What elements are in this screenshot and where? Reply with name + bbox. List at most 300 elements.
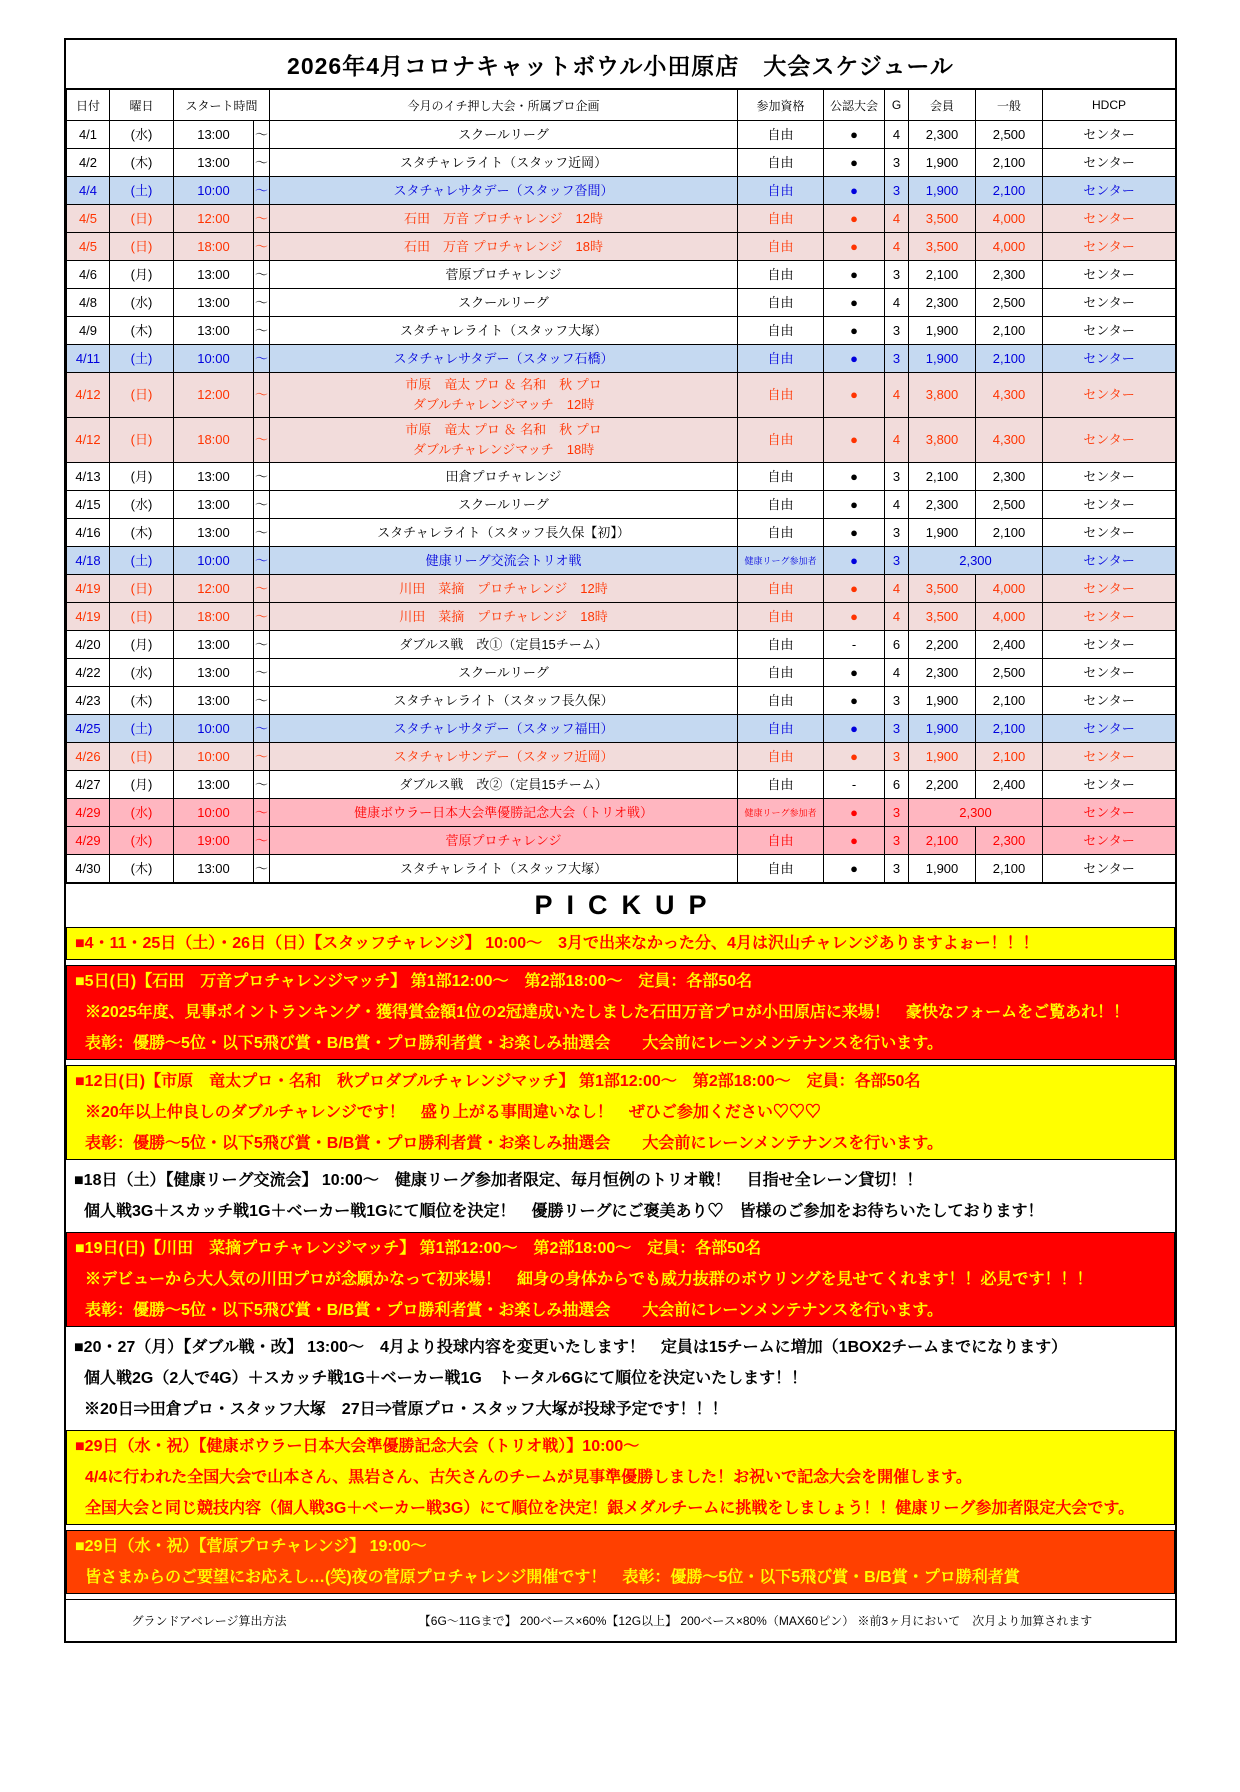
footer-label: グランドアベレージ算出方法: [131, 1614, 287, 1628]
event-name-cell: [270, 261, 738, 289]
day-of-week-cell: (木): [110, 149, 174, 177]
event-line-1: ダブルス戦 改②（定員15チーム）: [399, 776, 608, 792]
event-line-1: 市原 竜太 プロ ＆ 名和 秋 プロ: [405, 422, 602, 437]
pickup-line: ※デビューから大人気の川田プロが念願かなって初来場！ 細身の身体からでも威力抜群のボウリングを見せてくれます！！必見です！！！: [85, 1271, 1093, 1288]
date-cell: 4/29: [67, 827, 110, 855]
event-name-cell: [270, 687, 738, 715]
qualification-cell: 自由: [738, 715, 824, 743]
member-fee-cell: 3,500: [909, 575, 976, 603]
date-cell: 4/18: [67, 547, 110, 575]
qualification-cell: 自由: [738, 491, 824, 519]
general-fee-cell: 2,100: [976, 345, 1043, 373]
official-mark-cell: ●: [824, 575, 885, 603]
schedule-row: [67, 233, 1176, 261]
event-name-cell: [270, 715, 738, 743]
general-fee-cell: 4,000: [976, 603, 1043, 631]
tilde-cell: ～: [254, 519, 270, 547]
games-cell: 3: [885, 345, 909, 373]
page-title: 2026年4月コロナキャットボウル小田原店 大会スケジュール: [66, 40, 1175, 89]
qualification-cell: 自由: [738, 463, 824, 491]
header-row: [67, 90, 1176, 121]
day-of-week-cell: (日): [110, 233, 174, 261]
event-line-1: スクールリーグ: [458, 126, 549, 142]
event-line-1: スクールリーグ: [458, 496, 549, 512]
member-fee-cell: 1,900: [909, 345, 976, 373]
qualification-cell: 自由: [738, 177, 824, 205]
qualification-cell: 自由: [738, 771, 824, 799]
schedule-body: [67, 121, 1176, 883]
date-cell: 4/27: [67, 771, 110, 799]
hdcp-cell: センター: [1043, 463, 1176, 491]
official-mark-cell: ●: [824, 743, 885, 771]
member-fee-cell: 1,900: [909, 855, 976, 883]
schedule-row: [67, 177, 1176, 205]
games-cell: 3: [885, 261, 909, 289]
start-time-cell: 13:00: [174, 491, 254, 519]
games-cell: 3: [885, 149, 909, 177]
games-cell: 4: [885, 491, 909, 519]
event-line-2: ダブルチャレンジマッチ 18時: [412, 442, 595, 457]
pickup-section: [66, 1430, 1175, 1525]
date-cell: 4/12: [67, 373, 110, 418]
event-line-1: スタチャレライト（スタッフ近岡）: [399, 154, 608, 170]
general-fee-cell: 2,300: [976, 827, 1043, 855]
pickup-line: ■5日(日)【石田 万音プロチャレンジマッチ】 第1部12:00～ 第2部18:00～ 定員：各部50名: [75, 973, 753, 990]
pickup-line: 表彰：優勝～5位・以下5飛び賞・B/B賞・プロ勝利者賞・お楽しみ抽選会 大会前にレーンメンテナンスを行います。: [85, 1302, 943, 1319]
event-line-1: スクールリーグ: [458, 664, 549, 680]
event-line-1: スタチャレサタデー（スタッフ福田）: [393, 720, 614, 736]
date-cell: 4/1: [67, 121, 110, 149]
start-time-cell: 18:00: [174, 233, 254, 261]
member-fee-cell: 2,300: [909, 121, 976, 149]
general-fee-cell: 2,100: [976, 149, 1043, 177]
start-time-cell: 18:00: [174, 603, 254, 631]
hdcp-cell: センター: [1043, 855, 1176, 883]
general-fee-cell: 2,500: [976, 121, 1043, 149]
event-name-cell: [270, 631, 738, 659]
col-header-qualification: 参加資格: [738, 90, 824, 121]
start-time-cell: 13:00: [174, 631, 254, 659]
day-of-week-cell: (水): [110, 827, 174, 855]
pickup-line: ※20日⇒田倉プロ・スタッフ大塚 27日⇒菅原プロ・スタッフ大塚が投球予定です！！！: [84, 1401, 728, 1418]
event-name-cell: [270, 373, 738, 418]
member-fee-cell: 2,200: [909, 771, 976, 799]
games-cell: 3: [885, 519, 909, 547]
qualification-cell: 自由: [738, 205, 824, 233]
event-line-1: スタチャレサタデー（スタッフ石橋）: [393, 350, 614, 366]
hdcp-cell: センター: [1043, 261, 1176, 289]
date-cell: 4/9: [67, 317, 110, 345]
qualification-cell: 自由: [738, 687, 824, 715]
event-name-cell: [270, 149, 738, 177]
official-mark-cell: ●: [824, 715, 885, 743]
hdcp-cell: センター: [1043, 233, 1176, 261]
event-line-1: 健康ボウラー日本大会準優勝記念大会（トリオ戦）: [354, 804, 653, 820]
tilde-cell: ～: [254, 603, 270, 631]
event-name-cell: [270, 603, 738, 631]
games-cell: 3: [885, 463, 909, 491]
official-mark-cell: ●: [824, 799, 885, 827]
day-of-week-cell: (木): [110, 317, 174, 345]
col-header-member-fee: 会員: [909, 90, 976, 121]
pickup-section: [66, 1530, 1175, 1594]
member-fee-cell: 1,900: [909, 715, 976, 743]
day-of-week-cell: (水): [110, 121, 174, 149]
qualification-cell: 自由: [738, 659, 824, 687]
general-fee-cell: 2,500: [976, 659, 1043, 687]
member-fee-cell: 2,300: [909, 289, 976, 317]
tilde-cell: ～: [254, 418, 270, 463]
pickup-line: 表彰：優勝～5位・以下5飛び賞・B/B賞・プロ勝利者賞・お楽しみ抽選会 大会前にレーンメンテナンスを行います。: [85, 1135, 943, 1152]
start-time-cell: 13:00: [174, 289, 254, 317]
member-fee-cell: 3,800: [909, 373, 976, 418]
official-mark-cell: ●: [824, 418, 885, 463]
event-line-1: 田倉プロチャレンジ: [445, 468, 562, 484]
start-time-cell: 13:00: [174, 659, 254, 687]
member-fee-cell: 3,500: [909, 205, 976, 233]
games-cell: 4: [885, 659, 909, 687]
start-time-cell: 10:00: [174, 345, 254, 373]
col-header-start-time: スタート時間: [174, 90, 270, 121]
games-cell: 4: [885, 603, 909, 631]
hdcp-cell: センター: [1043, 519, 1176, 547]
schedule-row: [67, 603, 1176, 631]
games-cell: 6: [885, 771, 909, 799]
pickup-line: 個人戦2G（2人で4G）＋スカッチ戦1G＋ベーカー戦1G トータル6Gにて順位を決定いたします！！: [84, 1370, 808, 1387]
col-header-official: 公認大会: [824, 90, 885, 121]
official-mark-cell: ●: [824, 687, 885, 715]
event-line-1: ダブルス戦 改①（定員15チーム）: [399, 636, 608, 652]
hdcp-cell: センター: [1043, 687, 1176, 715]
start-time-cell: 13:00: [174, 463, 254, 491]
col-header-dow: 曜日: [110, 90, 174, 121]
event-line-1: スクールリーグ: [458, 294, 549, 310]
hdcp-cell: センター: [1043, 149, 1176, 177]
day-of-week-cell: (土): [110, 715, 174, 743]
official-mark-cell: ●: [824, 491, 885, 519]
general-fee-cell: 2,100: [976, 687, 1043, 715]
qualification-cell: 自由: [738, 603, 824, 631]
hdcp-cell: センター: [1043, 603, 1176, 631]
date-cell: 4/29: [67, 799, 110, 827]
event-line-1: 石田 万音 プロチャレンジ 18時: [403, 238, 604, 254]
member-fee-cell: 2,100: [909, 261, 976, 289]
tilde-cell: ～: [254, 205, 270, 233]
pickup-section: [66, 927, 1175, 960]
official-mark-cell: ●: [824, 659, 885, 687]
start-time-cell: 10:00: [174, 743, 254, 771]
day-of-week-cell: (月): [110, 631, 174, 659]
event-name-cell: [270, 799, 738, 827]
date-cell: 4/13: [67, 463, 110, 491]
games-cell: 3: [885, 855, 909, 883]
event-name-cell: [270, 547, 738, 575]
hdcp-cell: センター: [1043, 121, 1176, 149]
tilde-cell: ～: [254, 575, 270, 603]
schedule-row: [67, 799, 1176, 827]
tilde-cell: ～: [254, 855, 270, 883]
start-time-cell: 13:00: [174, 261, 254, 289]
official-mark-cell: ●: [824, 261, 885, 289]
date-cell: 4/15: [67, 491, 110, 519]
day-of-week-cell: (水): [110, 491, 174, 519]
schedule-row: [67, 491, 1176, 519]
tilde-cell: ～: [254, 261, 270, 289]
event-name-cell: [270, 233, 738, 261]
hdcp-cell: センター: [1043, 715, 1176, 743]
event-name-cell: [270, 743, 738, 771]
qualification-cell: 自由: [738, 261, 824, 289]
day-of-week-cell: (土): [110, 177, 174, 205]
event-name-cell: [270, 491, 738, 519]
games-cell: 4: [885, 373, 909, 418]
day-of-week-cell: (日): [110, 603, 174, 631]
event-line-1: 川田 菜摘 プロチャレンジ 12時: [399, 580, 608, 596]
fee-merged-cell: 2,300: [909, 799, 1043, 827]
tilde-cell: ～: [254, 463, 270, 491]
schedule-row: [67, 771, 1176, 799]
pickup-line: 表彰：優勝～5位・以下5飛び賞・B/B賞・プロ勝利者賞・お楽しみ抽選会 大会前にレーンメンテナンスを行います。: [85, 1035, 943, 1052]
day-of-week-cell: (水): [110, 799, 174, 827]
tilde-cell: ～: [254, 491, 270, 519]
pickup-line: ■20・27（月）【ダブル戦・改】 13:00～ 4月より投球内容を変更いたします！ 定員は15チームに増加（1BOX2チームまでになります）: [74, 1339, 1068, 1356]
pickup-line: 4/4に行われた全国大会で山本さん、黒岩さん、古矢さんのチームが見事準優勝しました！お祝いで記念大会を開催します。: [85, 1469, 972, 1486]
date-cell: 4/6: [67, 261, 110, 289]
pickup-title: PICKUP: [66, 883, 1175, 927]
col-header-general-fee: 一般: [976, 90, 1043, 121]
day-of-week-cell: (水): [110, 289, 174, 317]
sheet-footer: [66, 1599, 1175, 1641]
schedule-row: [67, 317, 1176, 345]
fee-merged-cell: 2,300: [909, 547, 1043, 575]
tilde-cell: ～: [254, 177, 270, 205]
event-name-cell: [270, 177, 738, 205]
start-time-cell: 12:00: [174, 575, 254, 603]
games-cell: 3: [885, 547, 909, 575]
event-name-cell: [270, 659, 738, 687]
member-fee-cell: 3,500: [909, 603, 976, 631]
pickup-section: [66, 965, 1175, 1060]
pickup-sections: [66, 927, 1175, 1594]
official-mark-cell: ●: [824, 149, 885, 177]
schedule-row: [67, 575, 1176, 603]
games-cell: 4: [885, 205, 909, 233]
games-cell: 3: [885, 827, 909, 855]
official-mark-cell: ●: [824, 205, 885, 233]
schedule-row: [67, 261, 1176, 289]
hdcp-cell: センター: [1043, 799, 1176, 827]
member-fee-cell: 1,900: [909, 149, 976, 177]
date-cell: 4/2: [67, 149, 110, 177]
hdcp-cell: センター: [1043, 205, 1176, 233]
pickup-section: [66, 1165, 1175, 1227]
official-mark-cell: ●: [824, 855, 885, 883]
general-fee-cell: 2,100: [976, 519, 1043, 547]
event-line-1: 川田 菜摘 プロチャレンジ 18時: [399, 608, 608, 624]
event-line-1: 菅原プロチャレンジ: [445, 266, 562, 282]
col-header-event: 今月のイチ押し大会・所属プロ企画: [270, 90, 738, 121]
official-mark-cell: ●: [824, 289, 885, 317]
official-mark-cell: ●: [824, 547, 885, 575]
day-of-week-cell: (日): [110, 418, 174, 463]
event-name-cell: [270, 575, 738, 603]
start-time-cell: 13:00: [174, 771, 254, 799]
hdcp-cell: センター: [1043, 547, 1176, 575]
start-time-cell: 10:00: [174, 177, 254, 205]
general-fee-cell: 4,300: [976, 418, 1043, 463]
day-of-week-cell: (土): [110, 345, 174, 373]
member-fee-cell: 2,300: [909, 659, 976, 687]
event-line-2: ダブルチャレンジマッチ 12時: [412, 397, 595, 412]
tilde-cell: ～: [254, 373, 270, 418]
general-fee-cell: 2,500: [976, 289, 1043, 317]
day-of-week-cell: (月): [110, 771, 174, 799]
date-cell: 4/5: [67, 205, 110, 233]
games-cell: 3: [885, 799, 909, 827]
tilde-cell: ～: [254, 799, 270, 827]
date-cell: 4/26: [67, 743, 110, 771]
qualification-cell: 自由: [738, 519, 824, 547]
day-of-week-cell: (木): [110, 519, 174, 547]
tilde-cell: ～: [254, 345, 270, 373]
day-of-week-cell: (月): [110, 463, 174, 491]
event-name-cell: [270, 827, 738, 855]
day-of-week-cell: (日): [110, 743, 174, 771]
schedule-row: [67, 463, 1176, 491]
pickup-line: ■12日(日)【市原 竜太プロ・名和 秋プロダブルチャレンジマッチ】 第1部12:00～ 第2部18:00～ 定員：各部50名: [75, 1073, 921, 1090]
pickup-line: ■19日(日)【川田 菜摘プロチャレンジマッチ】 第1部12:00～ 第2部18:00～ 定員：各部50名: [75, 1240, 762, 1257]
date-cell: 4/16: [67, 519, 110, 547]
start-time-cell: 13:00: [174, 317, 254, 345]
schedule-row: [67, 289, 1176, 317]
general-fee-cell: 4,000: [976, 575, 1043, 603]
schedule-row: [67, 687, 1176, 715]
date-cell: 4/25: [67, 715, 110, 743]
games-cell: 4: [885, 575, 909, 603]
event-name-cell: [270, 463, 738, 491]
qualification-cell: 健康リーグ参加者: [738, 799, 824, 827]
schedule-row: [67, 345, 1176, 373]
official-mark-cell: ●: [824, 317, 885, 345]
col-header-hdcp: HDCP: [1043, 90, 1176, 121]
day-of-week-cell: (日): [110, 575, 174, 603]
member-fee-cell: 1,900: [909, 743, 976, 771]
schedule-row: [67, 659, 1176, 687]
start-time-cell: 13:00: [174, 121, 254, 149]
start-time-cell: 13:00: [174, 149, 254, 177]
hdcp-cell: センター: [1043, 418, 1176, 463]
tilde-cell: ～: [254, 827, 270, 855]
hdcp-cell: センター: [1043, 771, 1176, 799]
member-fee-cell: 2,300: [909, 491, 976, 519]
general-fee-cell: 4,000: [976, 233, 1043, 261]
pickup-line: ■4・11・25日（土）・26日（日）【スタッフチャレンジ】 10:00～ 3月で出来なかった分、4月は沢山チャレンジありますよぉー！！！: [75, 935, 1039, 952]
day-of-week-cell: (月): [110, 261, 174, 289]
official-mark-cell: ●: [824, 519, 885, 547]
event-line-1: スタチャレサタデー（スタッフ沓間）: [393, 182, 614, 198]
official-mark-cell: ●: [824, 827, 885, 855]
hdcp-cell: センター: [1043, 631, 1176, 659]
hdcp-cell: センター: [1043, 659, 1176, 687]
start-time-cell: 12:00: [174, 373, 254, 418]
qualification-cell: 自由: [738, 855, 824, 883]
day-of-week-cell: (木): [110, 855, 174, 883]
date-cell: 4/11: [67, 345, 110, 373]
event-line-1: スタチャレサンデー（スタッフ近岡）: [393, 748, 614, 764]
start-time-cell: 10:00: [174, 715, 254, 743]
tilde-cell: ～: [254, 743, 270, 771]
footer-text: 【6G～11Gまで】 200ベース×60%【12G以上】 200ベース×80%（MAX60ピン） ※前3ヶ月において 次月より加算されます: [418, 1614, 1093, 1628]
member-fee-cell: 1,900: [909, 519, 976, 547]
date-cell: 4/23: [67, 687, 110, 715]
event-line-1: スタチャレライト（スタッフ大塚）: [399, 860, 608, 876]
start-time-cell: 19:00: [174, 827, 254, 855]
general-fee-cell: 2,100: [976, 177, 1043, 205]
schedule-row: [67, 418, 1176, 463]
tilde-cell: ～: [254, 631, 270, 659]
general-fee-cell: 2,300: [976, 463, 1043, 491]
col-header-games: G: [885, 90, 909, 121]
schedule-row: [67, 547, 1176, 575]
member-fee-cell: 3,800: [909, 418, 976, 463]
qualification-cell: 自由: [738, 289, 824, 317]
schedule-row: [67, 855, 1176, 883]
schedule-row: [67, 121, 1176, 149]
member-fee-cell: 2,200: [909, 631, 976, 659]
general-fee-cell: 2,100: [976, 743, 1043, 771]
general-fee-cell: 2,100: [976, 855, 1043, 883]
tilde-cell: ～: [254, 233, 270, 261]
date-cell: 4/22: [67, 659, 110, 687]
pickup-section: [66, 1065, 1175, 1160]
day-of-week-cell: (水): [110, 659, 174, 687]
hdcp-cell: センター: [1043, 289, 1176, 317]
event-line-1: 健康リーグ交流会トリオ戦: [425, 552, 582, 568]
games-cell: 6: [885, 631, 909, 659]
date-cell: 4/5: [67, 233, 110, 261]
general-fee-cell: 2,100: [976, 715, 1043, 743]
event-line-1: スタチャレライト（スタッフ長久保）: [393, 692, 614, 708]
event-name-cell: [270, 317, 738, 345]
tilde-cell: ～: [254, 547, 270, 575]
official-mark-cell: ●: [824, 177, 885, 205]
start-time-cell: 13:00: [174, 687, 254, 715]
event-name-cell: [270, 771, 738, 799]
qualification-cell: 自由: [738, 575, 824, 603]
games-cell: 3: [885, 317, 909, 345]
general-fee-cell: 2,300: [976, 261, 1043, 289]
tilde-cell: ～: [254, 715, 270, 743]
event-name-cell: [270, 855, 738, 883]
hdcp-cell: センター: [1043, 317, 1176, 345]
schedule-row: [67, 205, 1176, 233]
pickup-line: 皆さまからのご要望にお応えし…(笑)夜の菅原プロチャレンジ開催です！ 表彰：優勝～5位・以下5飛び賞・B/B賞・プロ勝利者賞: [85, 1569, 1020, 1586]
tilde-cell: ～: [254, 121, 270, 149]
games-cell: 4: [885, 418, 909, 463]
member-fee-cell: 3,500: [909, 233, 976, 261]
date-cell: 4/4: [67, 177, 110, 205]
start-time-cell: 12:00: [174, 205, 254, 233]
official-mark-cell: -: [824, 771, 885, 799]
col-header-date: 日付: [67, 90, 110, 121]
day-of-week-cell: (土): [110, 547, 174, 575]
event-name-cell: [270, 418, 738, 463]
day-of-week-cell: (木): [110, 687, 174, 715]
schedule-row: [67, 743, 1176, 771]
qualification-cell: 自由: [738, 631, 824, 659]
official-mark-cell: ●: [824, 121, 885, 149]
start-time-cell: 13:00: [174, 855, 254, 883]
